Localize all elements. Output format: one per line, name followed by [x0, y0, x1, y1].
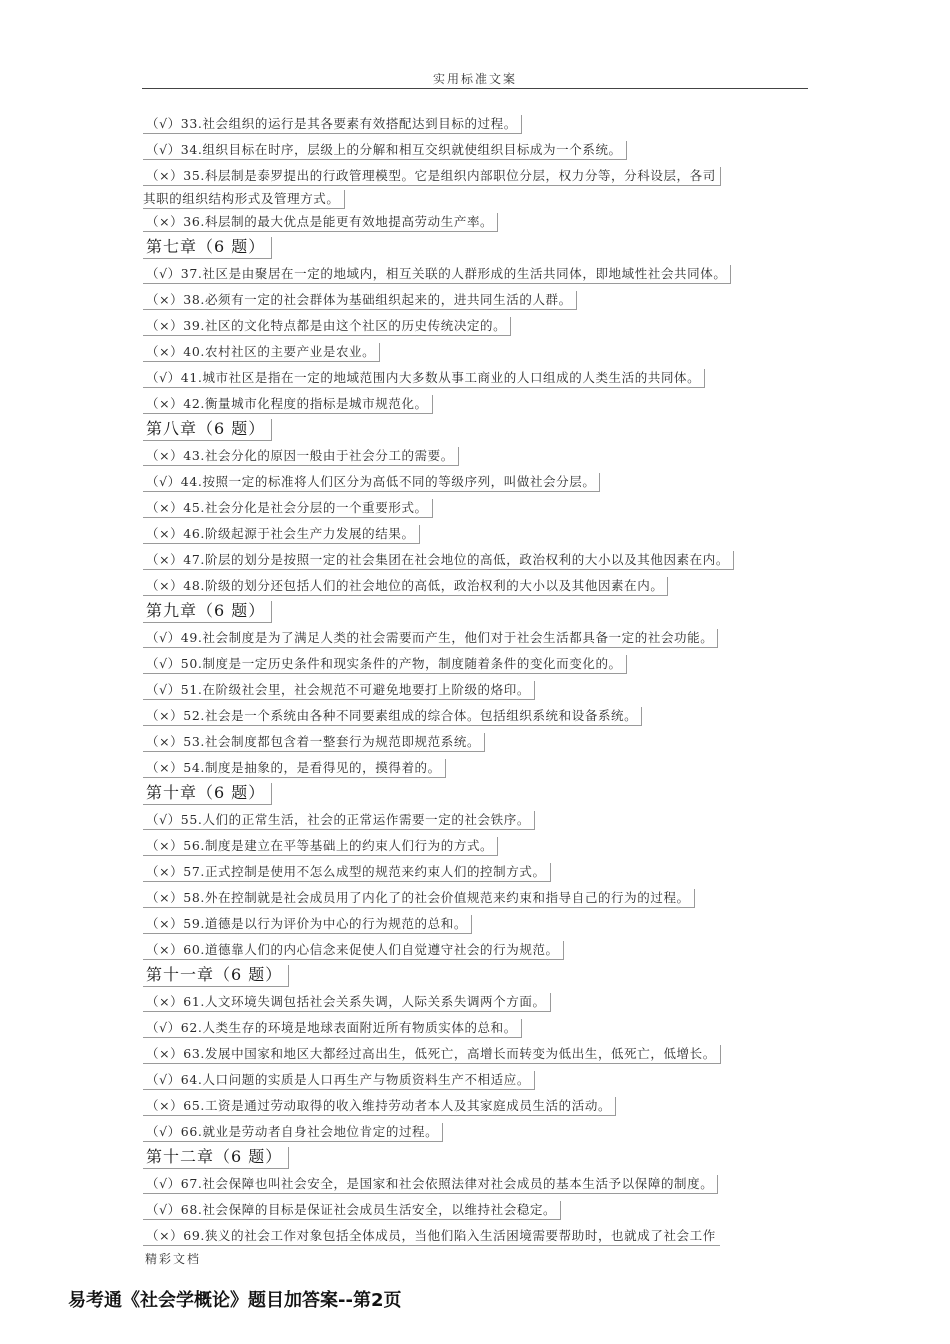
- question-item: （×）38.必须有一定的社会群体为基础组织起来的，进共同生活的人群。: [143, 291, 577, 310]
- chapter-heading: 第九章（6 题）: [143, 601, 272, 623]
- question-item: （×）57.正式控制是使用不怎么成型的规范来约束人们的控制方式。: [143, 863, 551, 882]
- question-item: （×）63.发展中国家和地区大都经过高出生，低死亡，高增长而转变为低出生，低死亡，低增长。: [143, 1045, 721, 1064]
- page-footer: 精彩文档: [145, 1252, 202, 1266]
- question-list: [143, 115, 811, 1253]
- chapter-heading: 第十一章（6 题）: [143, 965, 289, 987]
- question-item: （√）64.人口问题的实质是人口再生产与物质资料生产不相适应。: [143, 1071, 535, 1090]
- question-item: （√）49.社会制度是为了满足人类的社会需要而产生，他们对于社会生活都具备一定的社会功能。: [143, 629, 718, 648]
- question-item: （√）34.组织目标在时序，层级上的分解和相互交织就使组织目标成为一个系统。: [143, 141, 627, 160]
- question-item: （√）44.按照一定的标准将人们区分为高低不同的等级序列，叫做社会分层。: [143, 473, 600, 492]
- chapter-heading: 第八章（6 题）: [143, 419, 272, 441]
- document-caption: 易考通《社会学概论》题目加答案--第2页: [68, 1290, 402, 1311]
- chapter-heading: 第十章（6 题）: [143, 783, 272, 805]
- question-item: （√）62.人类生存的环境是地球表面附近所有物质实体的总和。: [143, 1019, 522, 1038]
- question-item: （√）68.社会保障的目标是保证社会成员生活安全，以维持社会稳定。: [143, 1201, 561, 1220]
- question-item: （×）53.社会制度都包含着一整套行为规范即规范系统。: [143, 733, 485, 752]
- question-item: （×）58.外在控制就是社会成员用了内化了的社会价值规范来约束和指导自己的行为的过程。: [143, 889, 695, 908]
- question-item: （×）45.社会分化是社会分层的一个重要形式。: [143, 499, 433, 518]
- chapter-heading: 第十二章（6 题）: [143, 1147, 289, 1169]
- question-item: （×）59.道德是以行为评价为中心的行为规范的总和。: [143, 915, 472, 934]
- page-header: 实用标准文案: [432, 72, 517, 86]
- question-item: （×）48.阶级的划分还包括人们的社会地位的高低，政治权利的大小以及其他因素在内。: [143, 577, 668, 596]
- question-item: （√）41.城市社区是指在一定的地域范围内大多数从事工商业的人口组成的人类生活的共同体。: [143, 369, 705, 388]
- question-item: （√）67.社会保障也叫社会安全，是国家和社会依照法律对社会成员的基本生活予以保障的制度。: [143, 1175, 718, 1194]
- question-item: （√）37.社区是由聚居在一定的地域内，相互关联的人群形成的生活共同体，即地域性社会共同体。: [143, 265, 731, 284]
- question-item: （×）69.狭义的社会工作对象包括全体成员，当他们陷入生活困境需要帮助时，也就成了社会工作: [143, 1227, 720, 1246]
- question-item: （×）42.衡量城市化程度的指标是城市规范化。: [143, 395, 433, 414]
- question-line: 其职的组织结构形式及管理方式。: [143, 190, 345, 209]
- question-item: （√）66.就业是劳动者自身社会地位肯定的过程。: [143, 1123, 443, 1142]
- question-item: （×）60.道德靠人们的内心信念来促使人们自觉遵守社会的行为规范。: [143, 941, 564, 960]
- question-item: （×）40.农村社区的主要产业是农业。: [143, 343, 380, 362]
- question-item: （×）43.社会分化的原因一般由于社会分工的需要。: [143, 447, 459, 466]
- question-item: （√）33.社会组织的运行是其各要素有效搭配达到目标的过程。: [143, 115, 522, 134]
- question-item: （×）54.制度是抽象的，是看得见的，摸得着的。: [143, 759, 446, 778]
- question-item-wrapped: [143, 167, 721, 209]
- question-item: （×）56.制度是建立在平等基础上的约束人们行为的方式。: [143, 837, 498, 856]
- question-item: （√）55.人们的正常生活，社会的正常运作需要一定的社会铁序。: [143, 811, 535, 830]
- question-item: （×）39.社区的文化特点都是由这个社区的历史传统决定的。: [143, 317, 511, 336]
- question-item: （√）51.在阶级社会里，社会规范不可避免地要打上阶级的烙印。: [143, 681, 535, 700]
- question-item: （×）61.人文环境失调包括社会关系失调，人际关系失调两个方面。: [143, 993, 551, 1012]
- question-item: （×）65.工资是通过劳动取得的收入维持劳动者本人及其家庭成员生活的活动。: [143, 1097, 616, 1116]
- question-item: （×）47.阶层的划分是按照一定的社会集团在社会地位的高低，政治权利的大小以及其他因素在内。: [143, 551, 734, 570]
- question-item: （√）50.制度是一定历史条件和现实条件的产物，制度随着条件的变化而变化的。: [143, 655, 627, 674]
- chapter-heading: 第七章（6 题）: [143, 237, 272, 259]
- header-divider: [142, 88, 808, 89]
- question-item: （×）52.社会是一个系统由各种不同要素组成的综合体。包括组织系统和设备系统。: [143, 707, 642, 726]
- question-item: （×）36.科层制的最大优点是能更有效地提高劳动生产率。: [143, 213, 498, 232]
- question-line: （×）35.科层制是泰罗提出的行政管理模型。它是组织内部职位分层，权力分等，分科设层，各司: [143, 167, 721, 186]
- question-item: （×）46.阶级起源于社会生产力发展的结果。: [143, 525, 420, 544]
